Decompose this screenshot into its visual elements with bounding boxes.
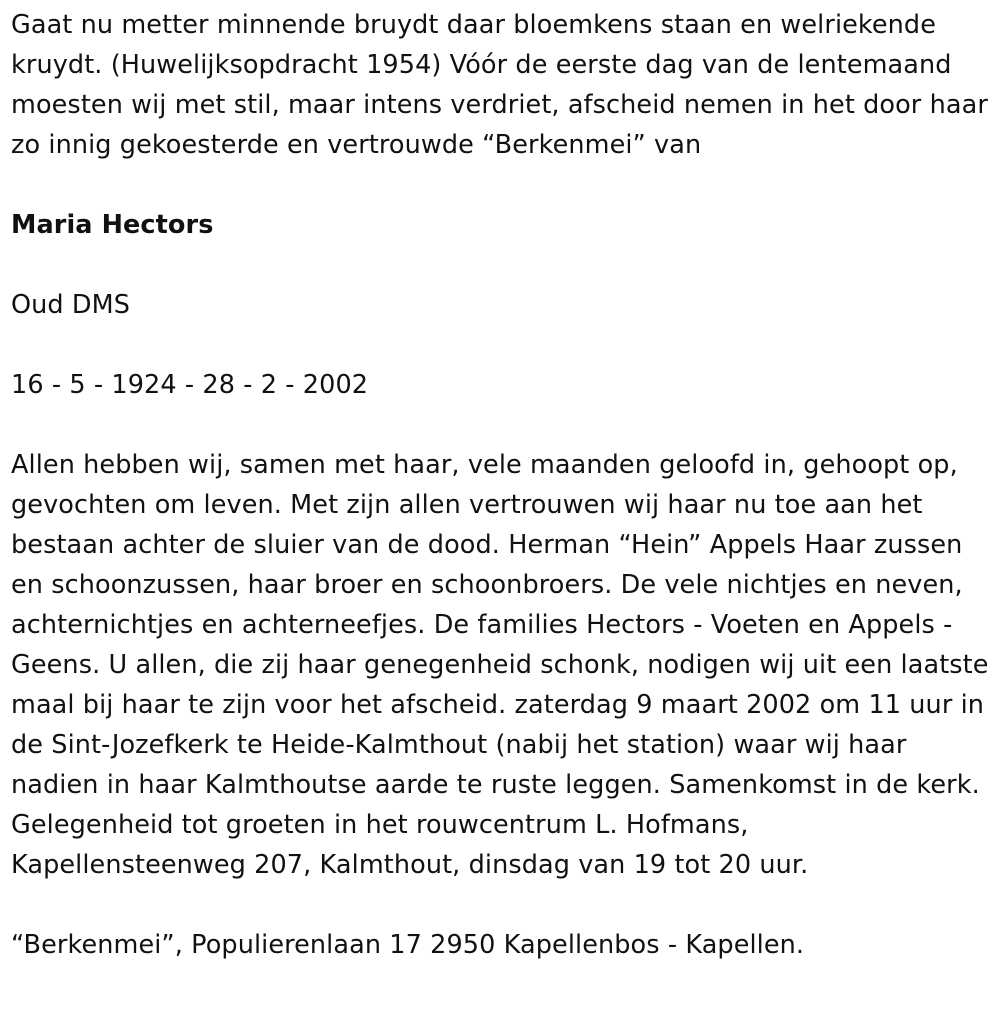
deceased-name: Maria Hectors xyxy=(11,210,214,240)
home-address: “Berkenmei”, Populierenlaan 17 2950 Kapellenbos - Kapellen. xyxy=(11,930,805,960)
obituary-notice xyxy=(11,5,991,965)
body-paragraph: Allen hebben wij, samen met haar, vele maanden geloofd in, gehoopt op, gevochten om leven. Met zijn allen vertrouwen wij haar nu toe aan het bestaan achter de sluier van de dood. Herman “Hein” Appels Haar zussen en schoonzussen, haar broer en schoonbroers. De vele nichtjes en neven, achternichtjes en achterneefjes. De families Hectors - Voeten en Appels - Geens. U allen, die zij haar genegenheid schonk, nodigen wij uit een laatste maal bij haar te zijn voor het afscheid. zaterdag 9 maart 2002 om 11 uur in de Sint-Jozefkerk te Heide-Kalmthout (nabij het station) waar wij haar nadien in haar Kalmthoutse aarde te ruste leggen. Samenkomst in de kerk. Gelegenheid tot groeten in het rouwcentrum L. Hofmans, Kapellensteenweg 207, Kalmthout, dinsdag van 19 tot 20 uur. xyxy=(11,450,989,880)
life-dates: 16 - 5 - 1924 - 28 - 2 - 2002 xyxy=(11,370,369,400)
opening-paragraph: Gaat nu metter minnende bruydt daar bloemkens staan en welriekende kruydt. (Huwelijksopdracht 1954) Vóór de eerste dag van de lentemaand moesten wij met stil, maar intens verdriet, afscheid nemen in het door haar zo innig gekoesterde en vertrouwde “Berkenmei” van xyxy=(11,10,988,160)
affiliation: Oud DMS xyxy=(11,290,131,320)
